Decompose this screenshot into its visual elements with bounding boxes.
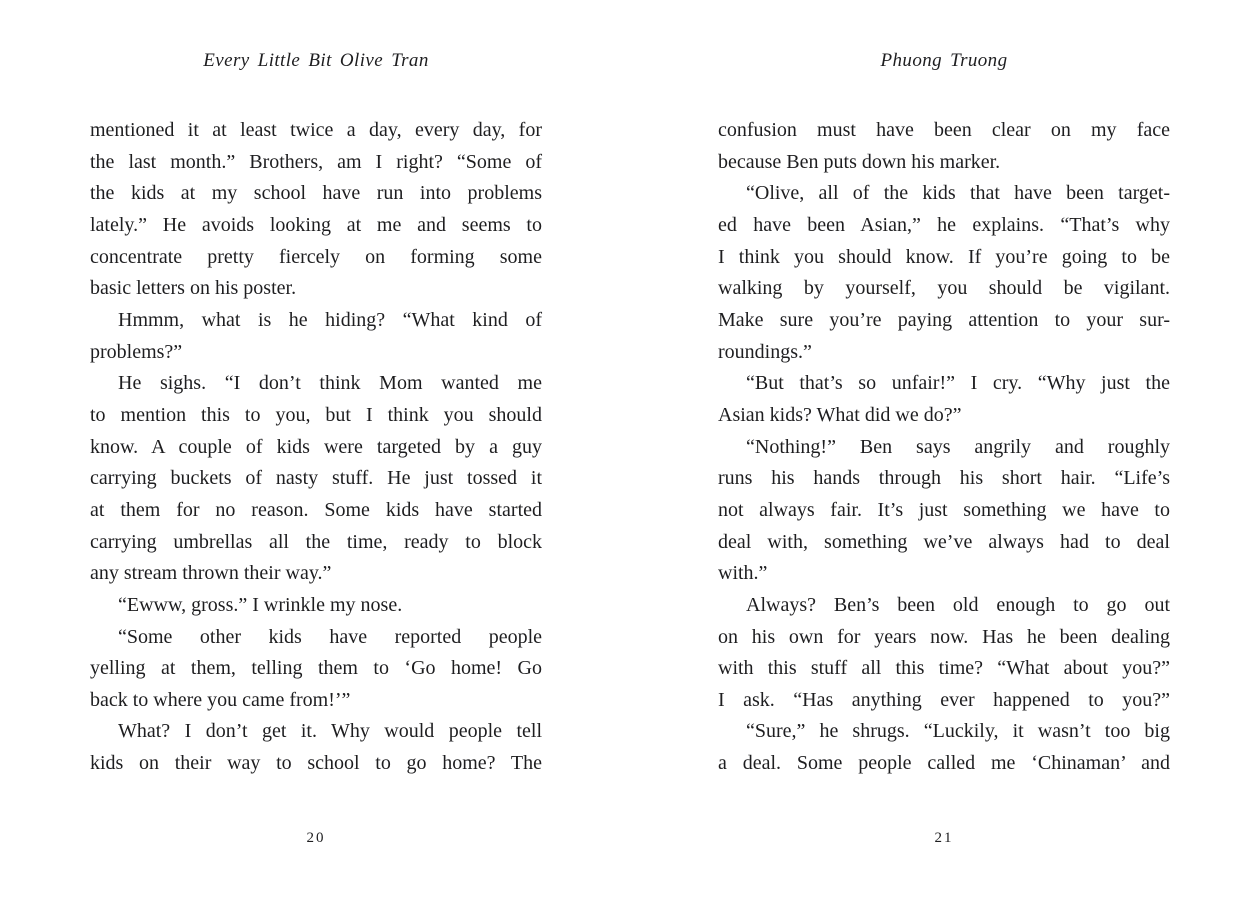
text-line: basic letters on his poster.: [90, 277, 297, 300]
text-line: Asian kids? What did we do?”: [718, 403, 962, 426]
text-line: lately.” He avoids looking at me and seems to: [90, 213, 542, 236]
text-line: know. A couple of kids were targeted by a guy: [90, 435, 542, 458]
text-line: a deal. Some people called me ‘Chinaman’ and: [718, 752, 1170, 775]
page-body-right: [718, 115, 1170, 780]
text-line: carrying umbrellas all the time, ready to block: [90, 530, 542, 553]
text-line: “But that’s so unfair!” I cry. “Why just the: [746, 372, 1170, 395]
text-line: not always fair. It’s just something we have to: [718, 498, 1170, 521]
text-line: mentioned it at least twice a day, every day, for: [90, 119, 542, 141]
text-line: “Ewww, gross.” I wrinkle my nose.: [118, 593, 403, 616]
page-body-left: [90, 115, 542, 780]
text-line: concentrate pretty fiercely on forming some: [90, 245, 542, 268]
text-line: “Some other kids have reported people: [118, 625, 542, 648]
running-header-left: Every Little Bit Olive Tran: [203, 50, 429, 71]
book-page-left: [90, 0, 542, 900]
text-line: roundings.”: [718, 340, 812, 363]
page-number-left: 20: [306, 830, 326, 846]
text-line: at them for no reason. Some kids have started: [90, 498, 542, 521]
page-number-right: 21: [934, 830, 954, 846]
text-line: carrying buckets of nasty stuff. He just tossed it: [90, 467, 542, 490]
text-line: walking by yourself, you should be vigilant.: [718, 277, 1170, 300]
text-line: What? I don’t get it. Why would people tell: [118, 720, 542, 743]
running-header-right: Phuong Truong: [880, 50, 1008, 71]
text-line: Make sure you’re paying attention to your sur-: [718, 308, 1170, 331]
text-line: Always? Ben’s been old enough to go out: [746, 593, 1170, 616]
text-line: ed have been Asian,” he explains. “That’s why: [718, 213, 1170, 236]
text-line: back to where you came from!’”: [90, 688, 351, 711]
text-line: I think you should know. If you’re going to be: [718, 245, 1170, 268]
text-line: any stream thrown their way.”: [90, 562, 332, 585]
text-line: yelling at them, telling them to ‘Go home! Go: [90, 657, 542, 680]
book-page-right: [718, 0, 1170, 900]
text-line: the last month.” Brothers, am I right? “Some of: [90, 150, 542, 173]
text-line: deal with, something we’ve always had to deal: [718, 530, 1170, 553]
text-line: “Olive, all of the kids that have been target-: [746, 182, 1170, 205]
text-line: problems?”: [90, 340, 183, 363]
text-line: with.”: [718, 562, 768, 585]
text-line: I ask. “Has anything ever happened to you?”: [718, 688, 1170, 711]
text-line: runs his hands through his short hair. “Life’s: [718, 467, 1170, 490]
text-line: Hmmm, what is he hiding? “What kind of: [118, 308, 542, 331]
text-line: He sighs. “I don’t think Mom wanted me: [118, 372, 542, 395]
text-line: to mention this to you, but I think you should: [90, 403, 542, 426]
text-line: with this stuff all this time? “What about you?”: [718, 657, 1170, 680]
text-line: the kids at my school have run into problems: [90, 182, 542, 205]
text-line: because Ben puts down his marker.: [718, 150, 1001, 173]
text-line: “Nothing!” Ben says angrily and roughly: [746, 435, 1170, 458]
text-line: kids on their way to school to go home? The: [90, 752, 542, 775]
text-line: “Sure,” he shrugs. “Luckily, it wasn’t too big: [746, 720, 1170, 743]
text-line: on his own for years now. Has he been dealing: [718, 625, 1170, 648]
text-line: confusion must have been clear on my face: [718, 119, 1170, 141]
